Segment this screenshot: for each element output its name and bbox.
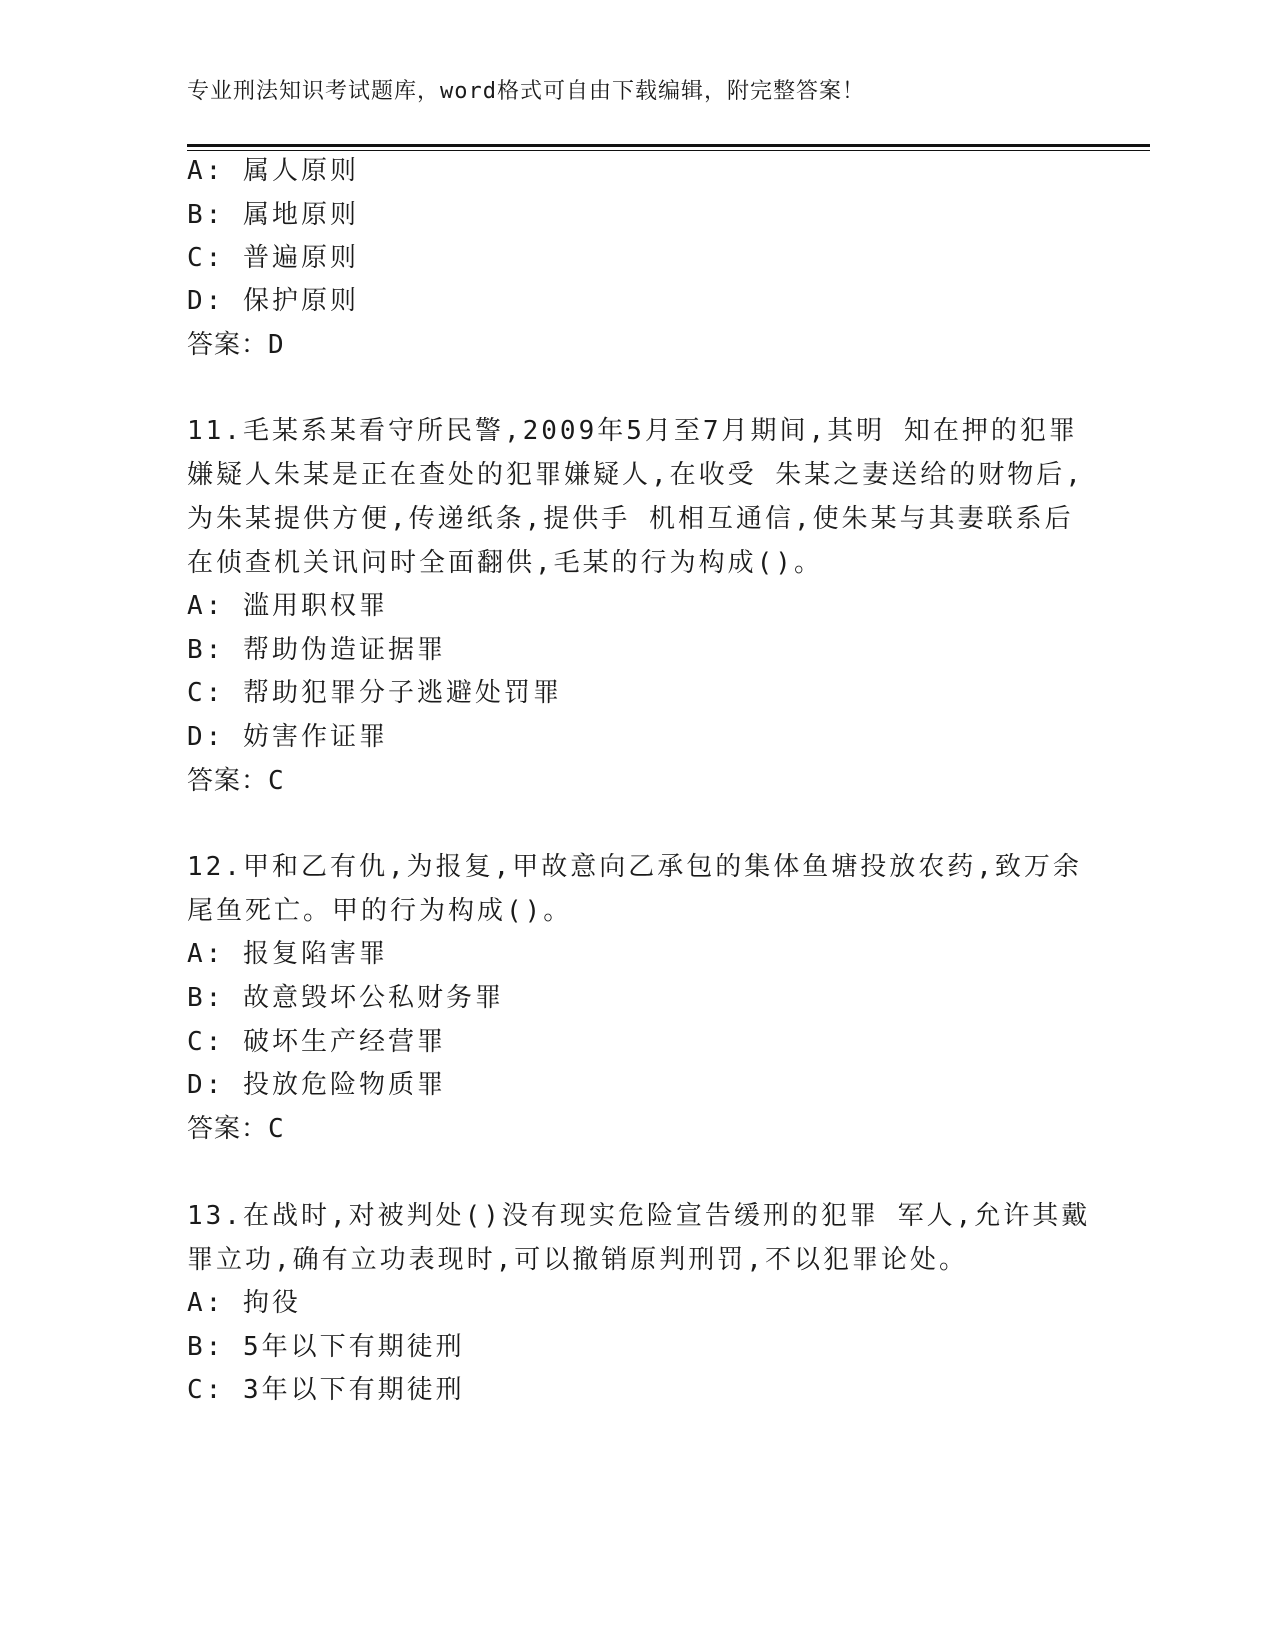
q13-option-a: A: 拘役 [187, 1288, 301, 1318]
q10-option-c: C: 普遍原则 [187, 243, 359, 273]
q13-question-line-1: 13.在战时,对被判处()没有现实危险宣告缓刑的犯罪 军人,允许其戴 [187, 1201, 1091, 1231]
q11-option-a: A: 滥用职权罪 [187, 591, 388, 621]
page-header: 专业刑法知识考试题库，word格式可自由下载编辑，附完整答案！ [187, 79, 865, 104]
q12-question-line-1: 12.甲和乙有仇,为报复,甲故意向乙承包的集体鱼塘投放农药,致万余 [187, 852, 1082, 882]
q13-question-line-2: 罪立功,确有立功表现时,可以撤销原判刑罚,不以犯罪论处。 [187, 1245, 968, 1275]
header-rule-thick [187, 144, 1150, 147]
q12-option-b: B: 故意毁坏公私财务罪 [187, 983, 504, 1013]
q11-option-c: C: 帮助犯罪分子逃避处罚罪 [187, 678, 562, 708]
q13-option-c: C: 3年以下有期徒刑 [187, 1375, 465, 1405]
q11-answer: 答案：C [187, 766, 285, 796]
q11-question-line-4: 在侦查机关讯问时全面翻供,毛某的行为构成()。 [187, 548, 823, 578]
q11-question-line-2: 嫌疑人朱某是正在查处的犯罪嫌疑人,在收受 朱某之妻送给的财物后, [187, 460, 1084, 490]
q11-option-d: D: 妨害作证罪 [187, 722, 388, 752]
q13-option-b: B: 5年以下有期徒刑 [187, 1332, 465, 1362]
q10-option-d: D: 保护原则 [187, 286, 359, 316]
q10-option-a: A: 属人原则 [187, 156, 359, 186]
q11-question-line-3: 为朱某提供方便,传递纸条,提供手 机相互通信,使朱某与其妻联系后 [187, 504, 1074, 534]
q12-question-line-2: 尾鱼死亡。甲的行为构成()。 [187, 896, 573, 926]
q11-question-line-1: 11.毛某系某看守所民警,2009年5月至7月期间,其明 知在押的犯罪 [187, 416, 1078, 446]
header-rule-thin [187, 150, 1150, 151]
q11-option-b: B: 帮助伪造证据罪 [187, 635, 446, 665]
q12-answer: 答案：C [187, 1114, 285, 1144]
q10-option-b: B: 属地原则 [187, 200, 359, 230]
q10-answer: 答案：D [187, 330, 285, 360]
q12-option-a: A: 报复陷害罪 [187, 939, 388, 969]
q12-option-d: D: 投放危险物质罪 [187, 1070, 446, 1100]
q12-option-c: C: 破坏生产经营罪 [187, 1027, 446, 1057]
